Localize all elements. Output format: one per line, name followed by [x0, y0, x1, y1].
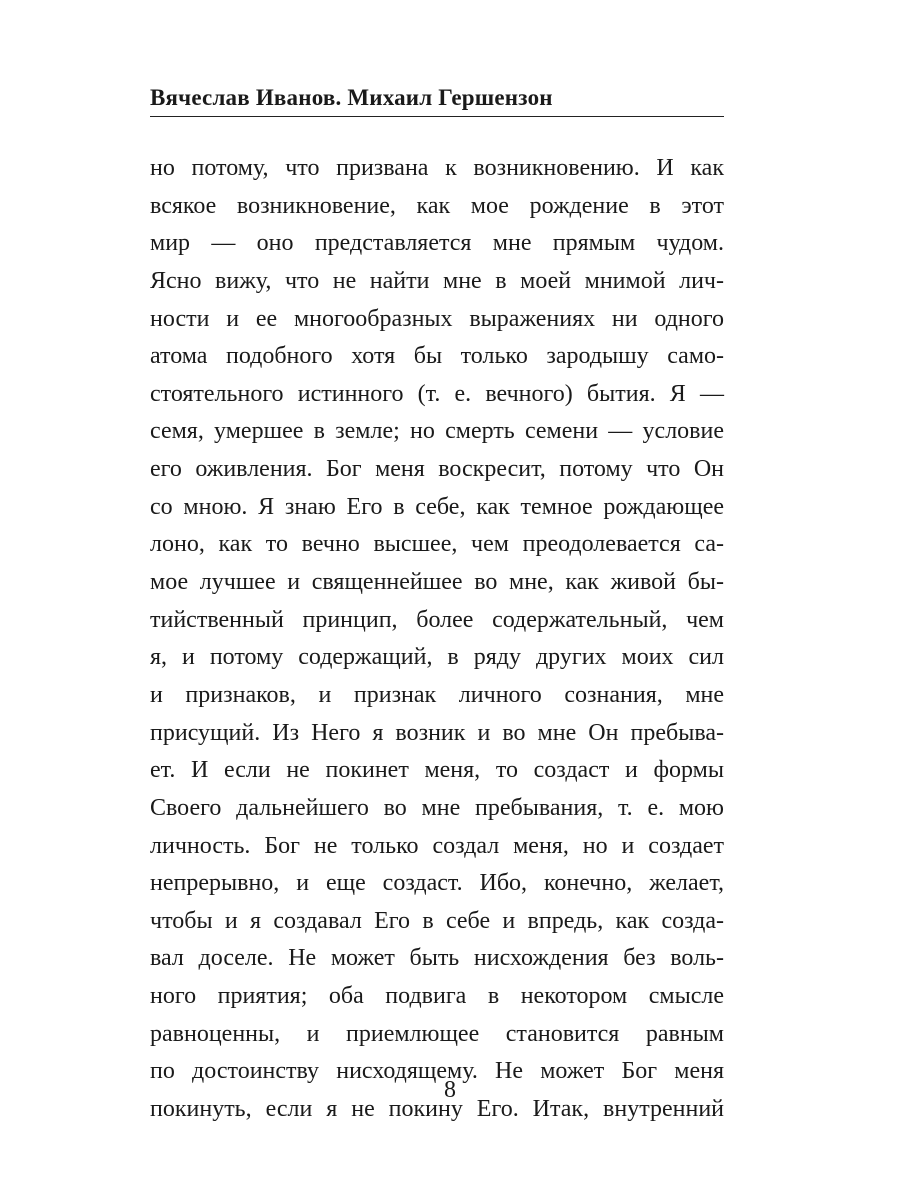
text-line: мое лучшее и священнейшее во мне, как живой бы- — [150, 569, 724, 596]
text-line: покинуть, если я не покину Его. Итак, внутренний — [150, 1096, 724, 1123]
text-line: его оживления. Бог меня воскресит, потому что Он — [150, 456, 724, 483]
text-line: семя, умершее в земле; но смерть семени — условие — [150, 418, 724, 445]
text-line: непрерывно, и еще создаст. Ибо, конечно, желает, — [150, 870, 724, 897]
running-title: Вячеслав Иванов. Михаил Гершензон — [150, 85, 553, 110]
text-line: всякое возникновение, как мое рождение в этот — [150, 192, 724, 219]
text-line: тийственный принцип, более содержательный, чем — [150, 606, 724, 633]
page-number: 8 — [444, 1077, 456, 1103]
text-line: и признаков, и признак личного сознания, мне — [150, 681, 724, 708]
text-line: ности и ее многообразных выражениях ни одного — [150, 305, 724, 332]
text-line: я, и потому содержащий, в ряду других моих сил — [150, 644, 724, 671]
text-line: чтобы и я создавал Его в себе и впредь, как созда- — [150, 907, 724, 934]
text-line: мир — оно представляется мне прямым чудом. — [150, 230, 724, 257]
text-line: равноценны, и приемлющее становится равным — [150, 1020, 724, 1047]
text-line: Ясно вижу, что не найти мне в моей мнимой лич- — [150, 267, 724, 294]
text-line: по достоинству нисходящему. Не может Бог меня — [150, 1058, 724, 1085]
running-head — [150, 84, 724, 117]
text-line: ет. И если не покинет меня, то создаст и формы — [150, 757, 724, 784]
text-line: со мною. Я знаю Его в себе, как темное рождающее — [150, 493, 724, 520]
text-line: лоно, как то вечно высшее, чем преодолевается са- — [150, 531, 724, 558]
text-line: вал доселе. Не может быть нисхождения без воль- — [150, 945, 724, 972]
text-line: атома подобного хотя бы только зародышу само- — [150, 343, 724, 370]
text-line: стоятельного истинного (т. е. вечного) бытия. Я — — [150, 380, 724, 407]
text-line: Своего дальнейшего во мне пребывания, т. е. мою — [150, 794, 724, 821]
text-line: но потому, что призвана к возникновению. И как — [150, 155, 724, 181]
text-line: присущий. Из Него я возник и во мне Он пребыва- — [150, 719, 724, 746]
body-text — [150, 150, 724, 1129]
text-line: ного приятия; оба подвига в некотором смысле — [150, 983, 724, 1010]
text-line: личность. Бог не только создал меня, но и создает — [150, 832, 724, 859]
